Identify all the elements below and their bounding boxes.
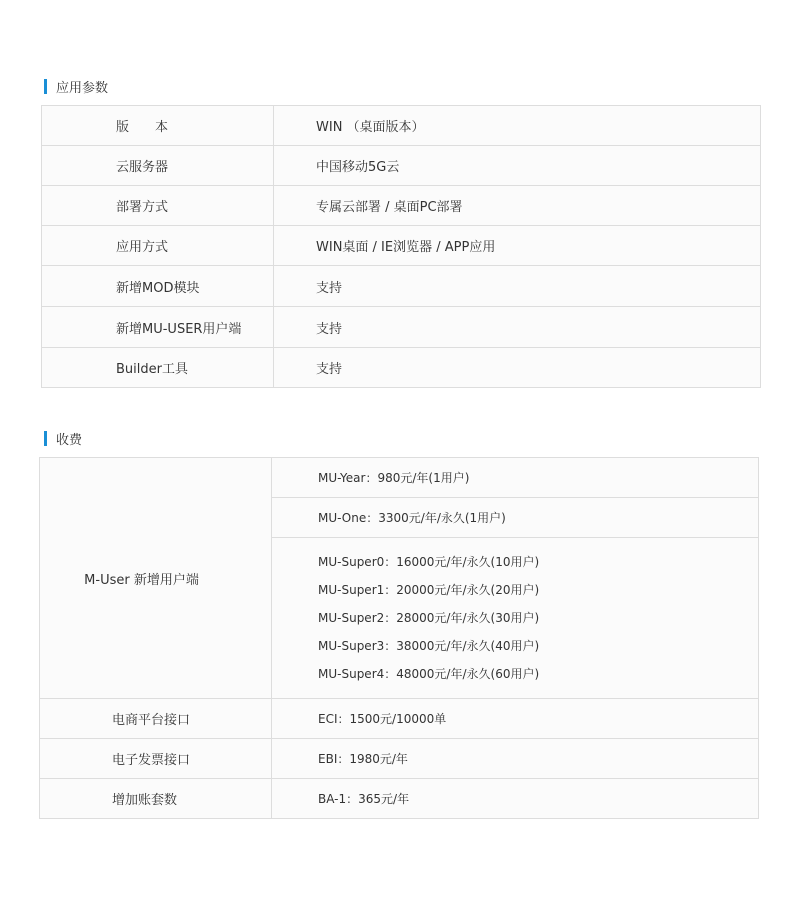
table-row	[40, 458, 759, 498]
param-key: 版 本	[42, 106, 274, 146]
table-row	[42, 226, 761, 266]
fee-value: BA-1：365元/年	[272, 779, 759, 819]
fee-value-super-list	[272, 538, 759, 699]
param-value: 中国移动5G云	[274, 146, 761, 186]
fee-key: 电子发票接口	[40, 739, 272, 779]
param-key: 新增MOD模块	[42, 266, 274, 307]
fee-key-muser: M-User 新增用户端	[40, 458, 272, 699]
param-key: 云服务器	[42, 146, 274, 186]
param-value: WIN桌面 / IE浏览器 / APP应用	[274, 226, 761, 266]
param-value: 支持	[274, 266, 761, 307]
table-row	[42, 106, 761, 146]
table-row	[42, 307, 761, 348]
param-key: Builder工具	[42, 348, 274, 388]
fee-value: MU-Super1：20000元/年/永久(20用户)	[318, 583, 540, 597]
fee-value: MU-Super3：38000元/年/永久(40用户)	[318, 639, 540, 653]
param-key: 应用方式	[42, 226, 274, 266]
fee-value: MU-Year：980元/年(1用户)	[272, 458, 759, 498]
table-row	[40, 739, 759, 779]
section-accent-bar	[44, 79, 47, 94]
param-key: 部署方式	[42, 186, 274, 226]
table-row	[42, 186, 761, 226]
section-accent-bar	[44, 431, 47, 446]
fee-key: 电商平台接口	[40, 699, 272, 739]
params-table	[41, 105, 761, 388]
section-title-fees	[44, 430, 82, 446]
fee-value: MU-Super4：48000元/年/永久(60用户)	[318, 667, 540, 681]
fees-table	[39, 457, 759, 819]
fee-value: EBI：1980元/年	[272, 739, 759, 779]
param-value: WIN （桌面版本）	[274, 106, 761, 146]
table-row	[40, 699, 759, 739]
section-title-text: 收费	[56, 432, 83, 448]
fee-key: 增加账套数	[40, 779, 272, 819]
table-row	[42, 266, 761, 307]
table-row	[42, 146, 761, 186]
param-value: 支持	[274, 348, 761, 388]
table-row	[40, 779, 759, 819]
table-row	[42, 348, 761, 388]
section-title-text: 应用参数	[56, 80, 109, 96]
section-title-params	[44, 78, 108, 94]
fee-value: MU-Super2：28000元/年/永久(30用户)	[318, 611, 540, 625]
param-value: 支持	[274, 307, 761, 348]
fee-value: MU-One：3300元/年/永久(1用户)	[272, 498, 759, 538]
fee-value: MU-Super0：16000元/年/永久(10用户)	[318, 555, 540, 569]
fee-value: ECI：1500元/10000单	[272, 699, 759, 739]
param-value: 专属云部署 / 桌面PC部署	[274, 186, 761, 226]
param-key: 新增MU-USER用户端	[42, 307, 274, 348]
